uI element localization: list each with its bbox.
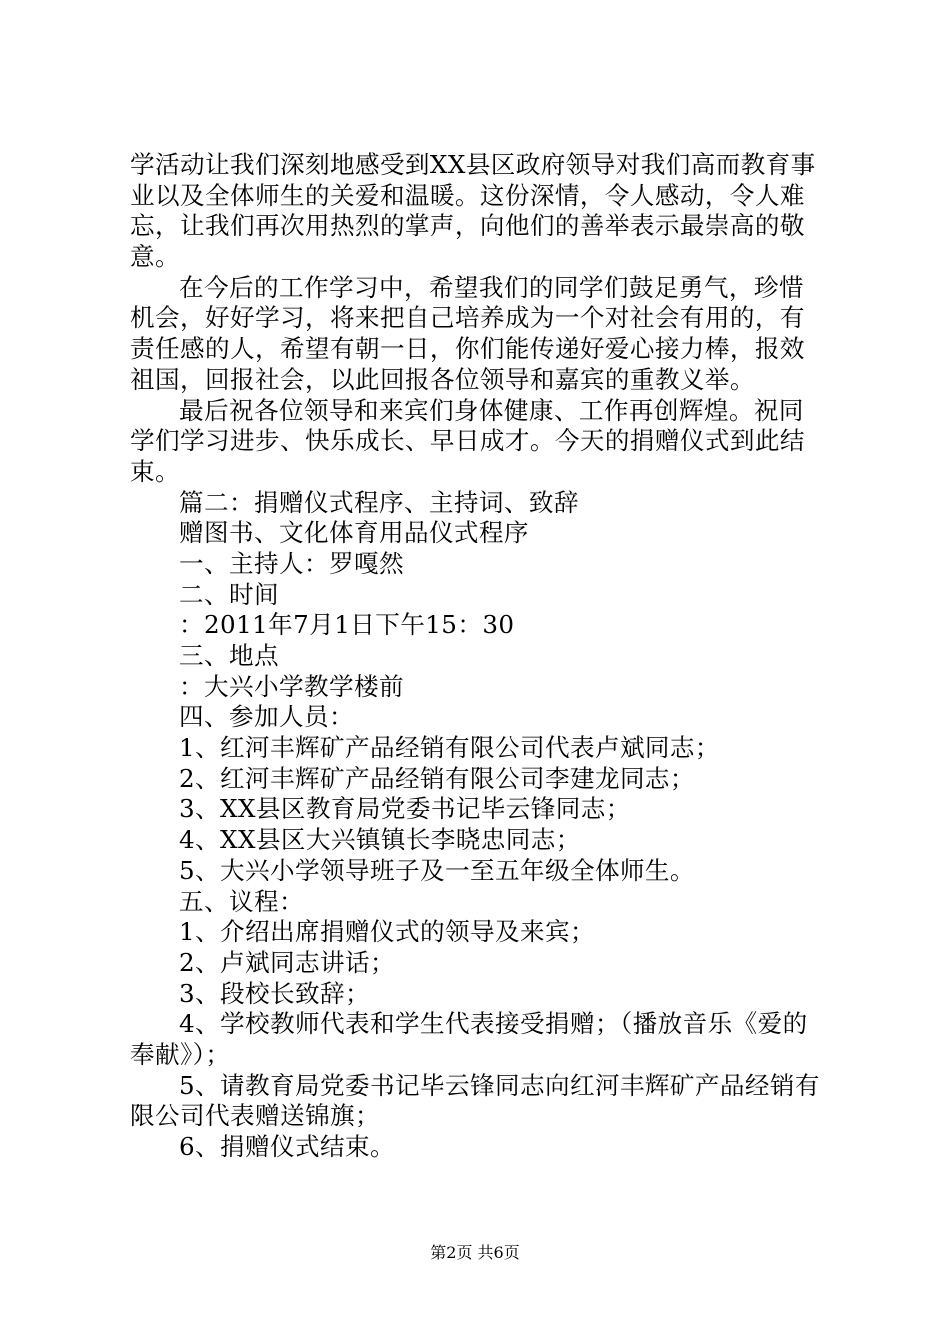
- page-footer: 第2页 共6页: [430, 1243, 520, 1262]
- text-line: 四、参加人员：: [179, 702, 354, 732]
- text-line: 3、段校长致辞；: [179, 978, 371, 1008]
- text-line: 学们学习进步、快乐成长、早日成才。今天的捐赠仪式到此结: [130, 426, 805, 456]
- text-line: 限公司代表赠送锦旗；: [130, 1101, 380, 1131]
- text-line: 祖国，回报社会，以此回报各位领导和嘉宾的重教义举。: [130, 364, 755, 394]
- text-line: 束。: [130, 456, 180, 486]
- text-line: 学活动让我们深刻地感受到XX县区政府领导对我们高而教育事: [130, 150, 816, 179]
- text-line: 三、地点: [179, 641, 279, 670]
- document-body: [130, 150, 830, 1163]
- text-line: ：2011年7月1日下午15：30: [179, 610, 515, 640]
- text-line: 赠图书、文化体育用品仪式程序: [179, 518, 529, 548]
- text-line: 奉献》）；: [130, 1039, 231, 1069]
- text-line: 忘，让我们再次用热烈的掌声，向他们的善举表示最崇高的敬: [130, 211, 805, 241]
- text-line: 1、介绍出席捐赠仪式的领导及来宾；: [179, 917, 595, 947]
- text-line: 最后祝各位领导和来宾们身体健康、工作再创辉煌。祝同: [179, 395, 804, 425]
- text-line: 5、大兴小学领导班子及一至五年级全体师生。: [179, 855, 695, 885]
- text-line: 6、捐赠仪式结束。: [179, 1132, 395, 1161]
- text-line: 责任感的人，希望有朝一日，你们能传递好爱心接力棒，报效: [130, 334, 805, 364]
- text-line: 4、学校教师代表和学生代表接受捐赠；（播放音乐《爱的: [179, 1009, 808, 1039]
- text-line: 意。: [130, 242, 180, 272]
- text-line: 5、请教育局党委书记毕云锋同志向红河丰辉矿产品经销有: [179, 1070, 820, 1100]
- text-line: 3、XX县区教育局党委书记毕云锋同志；: [179, 794, 631, 824]
- text-line: 五、议程：: [179, 886, 304, 916]
- text-line: 2、卢斌同志讲话；: [179, 947, 395, 977]
- text-line: 篇二：捐赠仪式程序、主持词、致辞: [179, 487, 579, 517]
- text-line: ：大兴小学教学楼前: [179, 671, 404, 701]
- text-line: 机会，好好学习，将来把自己培养成为一个对社会有用的，有: [130, 303, 805, 333]
- text-line: 二、时间: [179, 579, 279, 609]
- text-line: 在今后的工作学习中，希望我们的同学们鼓足勇气，珍惜: [179, 272, 804, 302]
- text-line: 4、XX县区大兴镇镇长李晓忠同志；: [179, 825, 581, 855]
- text-line: 一、主持人：罗嘎然: [179, 548, 404, 578]
- text-line: 2、红河丰辉矿产品经销有限公司李建龙同志；: [179, 763, 695, 793]
- text-line: 1、红河丰辉矿产品经销有限公司代表卢斌同志；: [179, 733, 720, 763]
- text-line: 业以及全体师生的关爱和温暖。这份深情，令人感动，令人难: [130, 180, 805, 210]
